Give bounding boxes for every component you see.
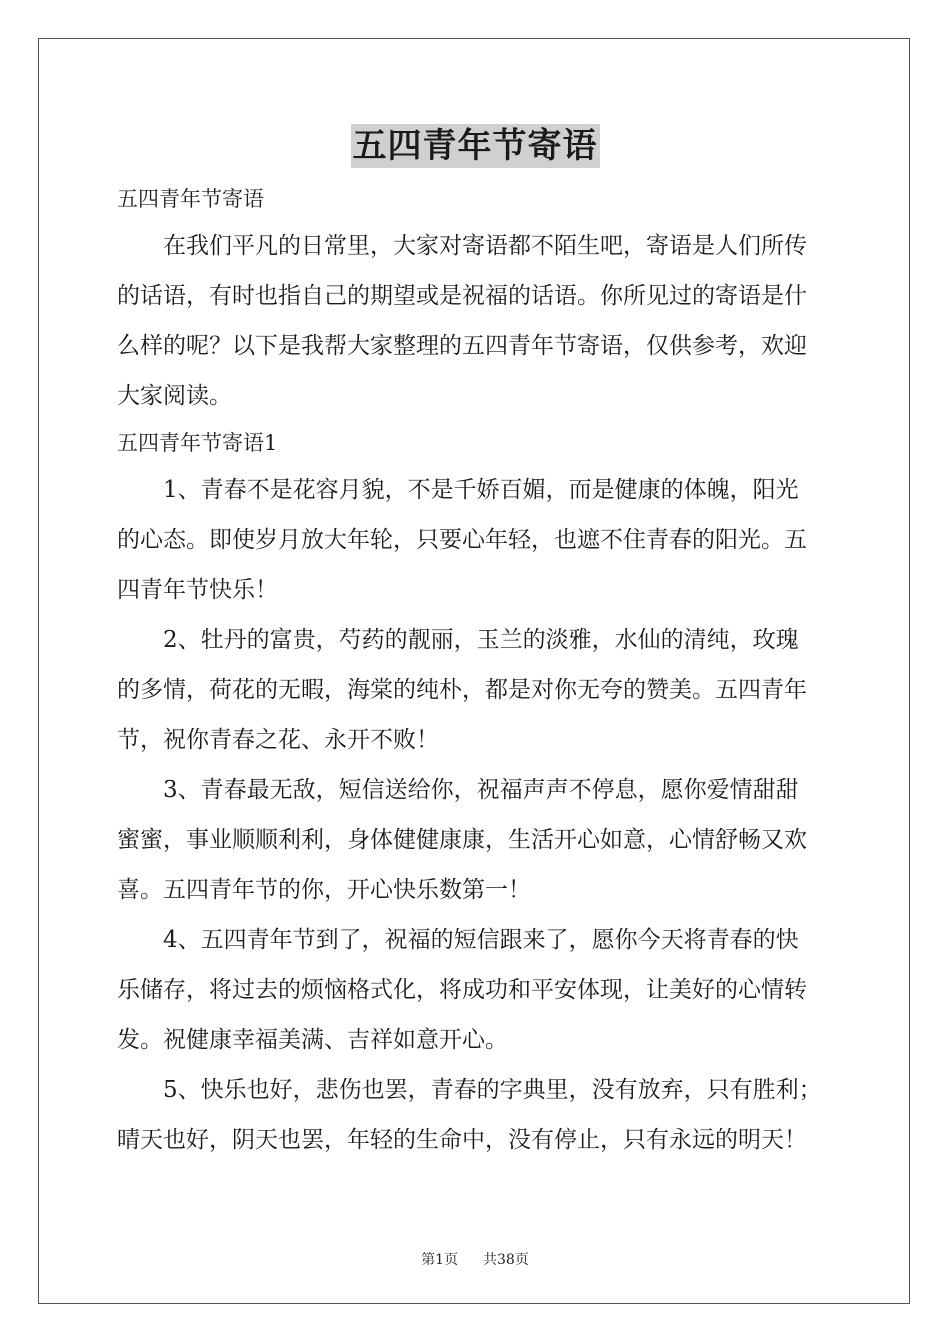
greeting-item-2 bbox=[117, 615, 837, 765]
paragraph-line: 节，祝你青春之花、永开不败！ bbox=[117, 727, 439, 753]
paragraph-line: 喜。五四青年节的你，开心快乐数第一！ bbox=[117, 877, 531, 903]
page-number: 第1页 bbox=[421, 1252, 459, 1268]
total-pages: 共38页 bbox=[483, 1252, 529, 1268]
paragraph-line: 乐储存，将过去的烦恼格式化，将成功和平安体现，让美好的心情转 bbox=[117, 977, 807, 1003]
greeting-item-3 bbox=[117, 765, 837, 915]
paragraph-line: 蜜蜜，事业顺顺利利，身体健健康康，生活开心如意，心情舒畅又欢 bbox=[117, 827, 807, 853]
paragraph-line: 的话语，有时也指自己的期望或是祝福的话语。你所见过的寄语是什 bbox=[117, 283, 807, 309]
intro-paragraph bbox=[117, 221, 837, 421]
greeting-item-4 bbox=[117, 915, 837, 1065]
paragraph-line: 3、青春最无敌，短信送给你，祝福声声不停息，愿你爱情甜甜 bbox=[117, 777, 799, 803]
greeting-item-5 bbox=[117, 1065, 837, 1165]
paragraph-line: 大家阅读。 bbox=[117, 383, 232, 409]
paragraph-line: 1、青春不是花容月貌，不是千娇百媚，而是健康的体魄，阳光 bbox=[117, 477, 799, 503]
paragraph-line: 4、五四青年节到了，祝福的短信跟来了，愿你今天将青春的快 bbox=[117, 927, 799, 953]
paragraph-line: 5、快乐也好，悲伤也罢，青春的字典里，没有放弃，只有胜利； bbox=[117, 1077, 822, 1103]
paragraph-line: 么样的呢？以下是我帮大家整理的五四青年节寄语，仅供参考，欢迎 bbox=[117, 333, 807, 359]
paragraph-line: 2、牡丹的富贵，芍药的靓丽，玉兰的淡雅，水仙的清纯，玫瑰 bbox=[117, 627, 799, 653]
paragraph-line: 的多情，荷花的无暇，海棠的纯朴，都是对你无夸的赞美。五四青年 bbox=[117, 677, 807, 703]
greeting-item-1 bbox=[117, 465, 837, 615]
subtitle: 五四青年节寄语 bbox=[117, 187, 264, 211]
document-title: 五四青年节寄语 bbox=[352, 126, 598, 166]
paragraph-line: 晴天也好，阴天也罢，年轻的生命中，没有停止，只有永远的明天！ bbox=[117, 1127, 807, 1153]
section-heading: 五四青年节寄语1 bbox=[117, 431, 278, 455]
document-title-container bbox=[0, 124, 950, 168]
paragraph-line: 的心态。即使岁月放大年轮，只要心年轻，也遮不住青春的阳光。五 bbox=[117, 527, 807, 553]
paragraph-line: 发。祝健康幸福美满、吉祥如意开心。 bbox=[117, 1027, 508, 1053]
document-body bbox=[117, 177, 837, 1165]
page-footer bbox=[0, 1249, 950, 1269]
paragraph-line: 四青年节快乐！ bbox=[117, 577, 278, 603]
paragraph-line: 在我们平凡的日常里，大家对寄语都不陌生吧，寄语是人们所传 bbox=[117, 233, 807, 259]
